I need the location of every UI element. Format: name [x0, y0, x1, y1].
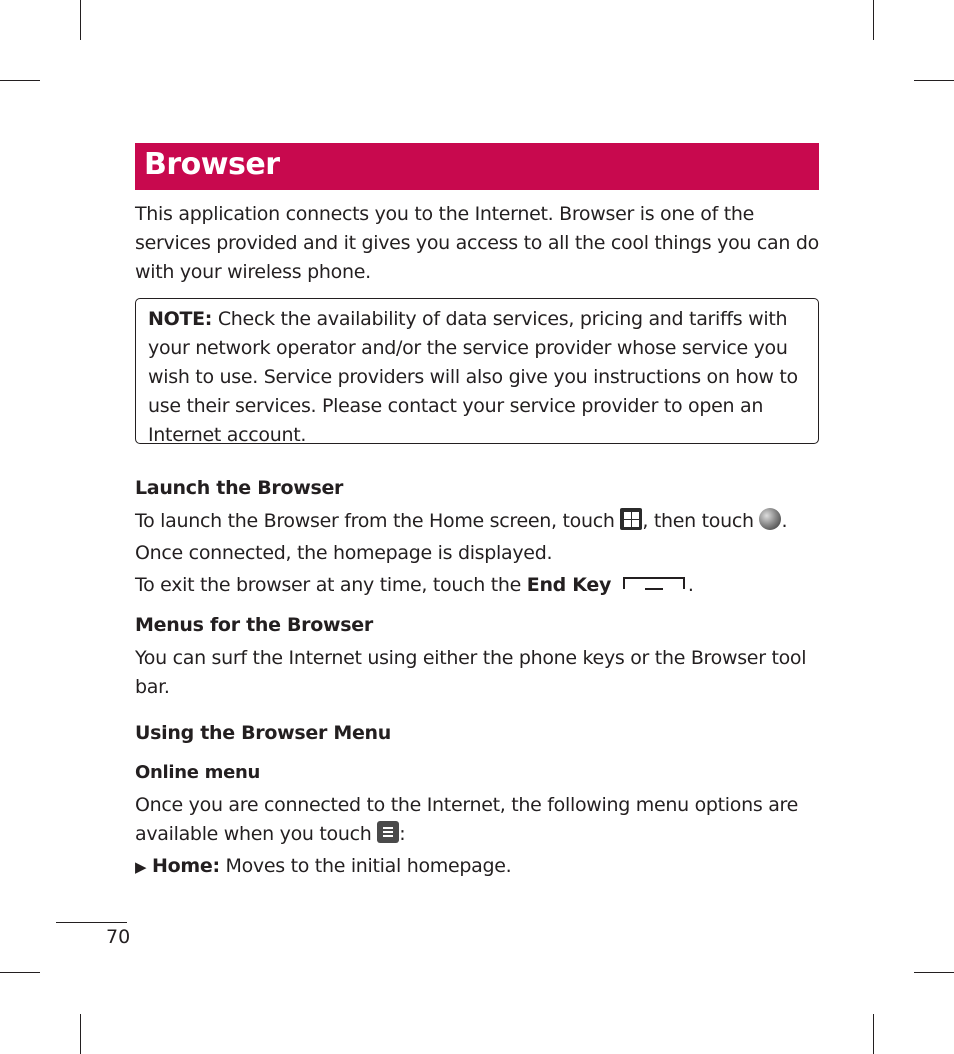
note-box [135, 298, 819, 444]
exit-text: To exit the browser at any time, touch the [135, 574, 522, 596]
online-menu-subheading: Online menu [135, 762, 261, 783]
exit-text-end: . [687, 574, 694, 596]
crop-mark [914, 972, 954, 973]
launch-text-b: , then touch [642, 510, 754, 532]
apps-grid-icon [620, 508, 642, 530]
page-number: 70 [106, 926, 131, 948]
note-text: Check the availability of data services, pricing and tariffs with your network operator and/or the service provider whose service you wish to use. Service providers will also give you instructions on how to use their services. Please contact your service provider to open an Internet account. [148, 308, 798, 446]
bullet-arrow-icon: ▶ [135, 858, 147, 876]
launch-line-3 [135, 571, 819, 600]
menus-heading: Menus for the Browser [135, 614, 373, 636]
note-label: NOTE: [148, 308, 213, 330]
page-title: Browser [144, 147, 280, 182]
end-key-icon [623, 577, 685, 591]
intro-paragraph: This application connects you to the Internet. Browser is one of the services provided and it gives you access to all the cool things you can do with your wireless phone. [135, 203, 819, 283]
menu-key-icon [377, 821, 399, 843]
footer-rule [56, 922, 127, 923]
launch-text-a: To launch the Browser from the Home screen, touch [135, 510, 615, 532]
bullet-text: Moves to the initial homepage. [225, 855, 512, 877]
title-bar [135, 143, 819, 190]
crop-mark [0, 80, 40, 81]
bullet-home [135, 852, 819, 882]
crop-mark [873, 0, 874, 40]
using-heading: Using the Browser Menu [135, 722, 391, 744]
crop-mark [80, 0, 81, 40]
online-menu-colon: : [399, 823, 406, 845]
launch-line-1 [135, 507, 819, 536]
page-content [135, 200, 819, 882]
launch-text-c: . [781, 510, 788, 532]
browser-globe-icon [759, 508, 781, 530]
launch-heading: Launch the Browser [135, 477, 344, 499]
crop-mark [0, 972, 40, 973]
launch-line-2: Once connected, the homepage is displayed. [135, 542, 553, 564]
end-key-label: End Key [526, 574, 612, 596]
online-menu-text: Once you are connected to the Internet, the following menu options are available when you touch [135, 794, 799, 845]
menus-paragraph: You can surf the Internet using either the phone keys or the Browser tool bar. [135, 647, 807, 698]
crop-mark [873, 1014, 874, 1054]
crop-mark [80, 1014, 81, 1054]
online-menu-paragraph [135, 791, 819, 849]
crop-mark [914, 80, 954, 81]
bullet-label: Home: [152, 855, 220, 877]
